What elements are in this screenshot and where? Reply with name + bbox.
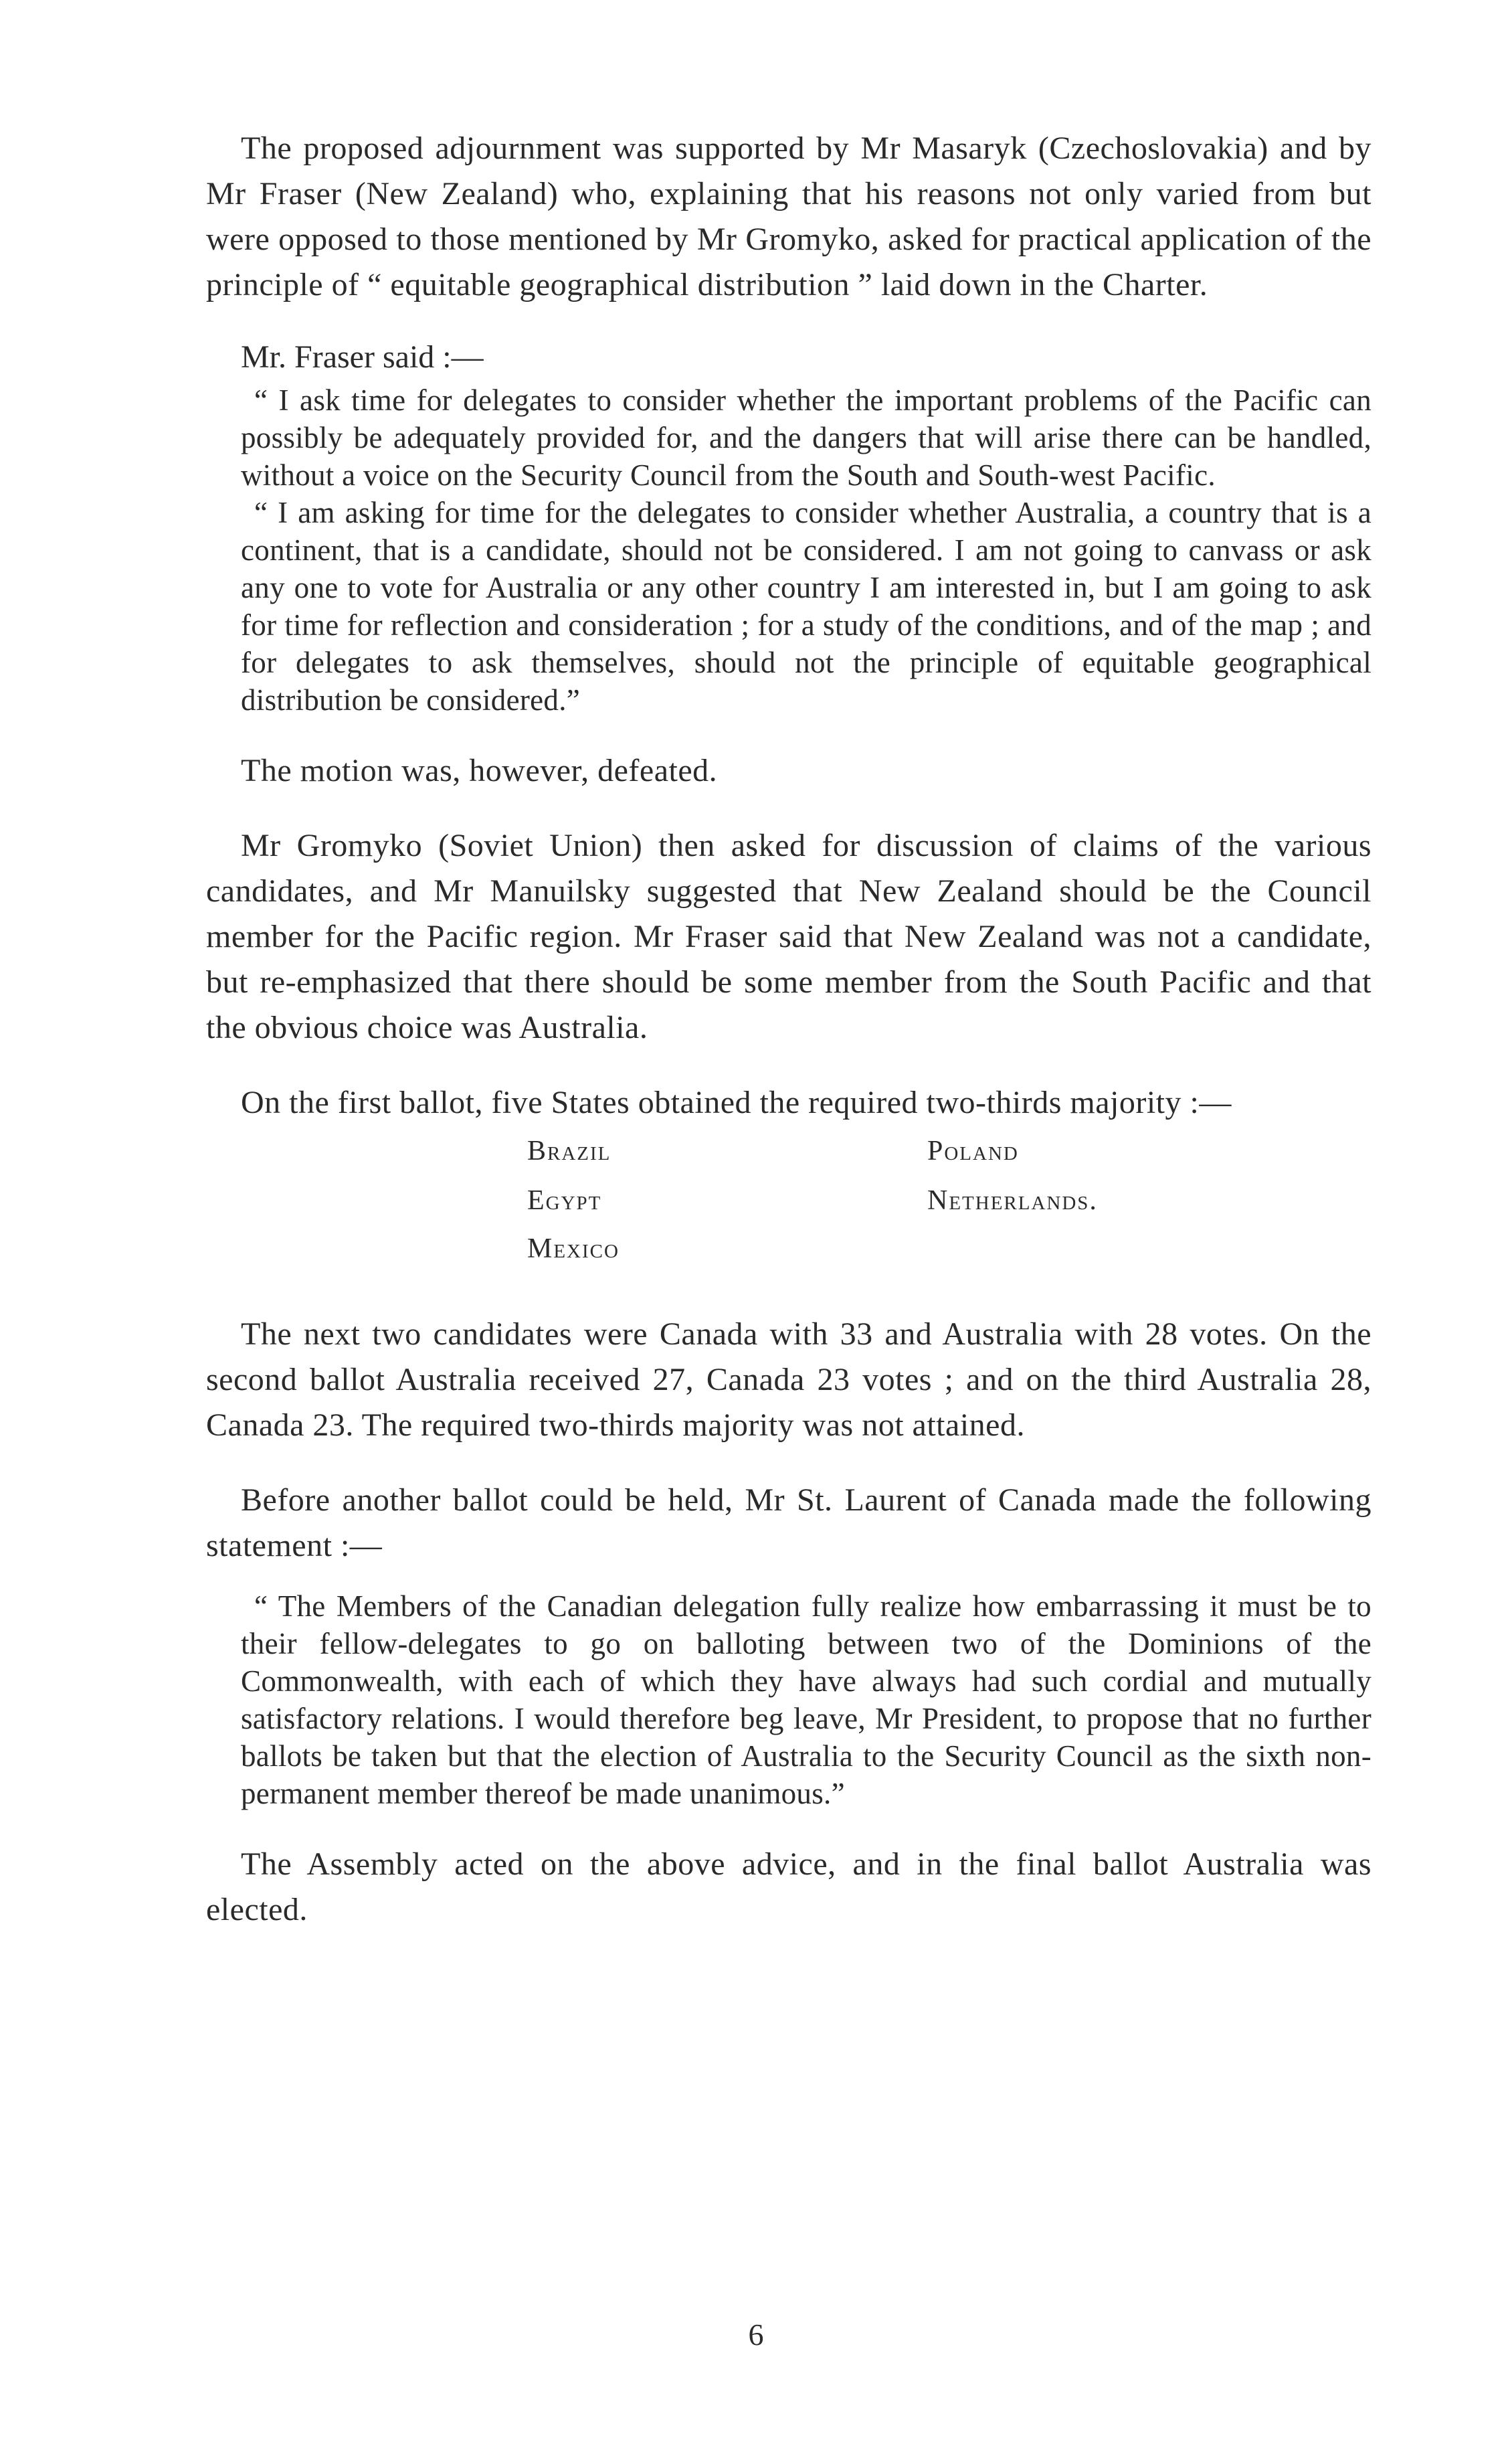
- state-egypt: Egypt: [527, 1185, 602, 1216]
- state-poland: Poland: [927, 1136, 1019, 1166]
- state-brazil: Brazil: [527, 1136, 611, 1166]
- paragraph-adjournment: The proposed adjournment was supported by Mr Masaryk (Czechoslovakia) and by Mr Fraser (New Zealand) who, explaining that his reasons not only varied from but were opposed to those mentioned by Mr Gromyko, asked for practical application of the principle of “ equitable geographical distribution ” laid down in the Charter.: [206, 130, 1372, 302]
- paragraph-vote-results: The next two candidates were Canada with 33 and Australia with 28 votes. On the second ballot Australia received 27, Canada 23 votes ; and on the third Australia 28, Canada 23. The required two-thirds majority was not attained.: [206, 1316, 1372, 1443]
- speaker-fraser: Mr. Fraser said :—: [241, 339, 484, 375]
- paragraph-st-laurent: Before another ballot could be held, Mr St. Laurent of Canada made the following statement :—: [206, 1482, 1372, 1563]
- paragraph-gromyko: Mr Gromyko (Soviet Union) then asked for discussion of claims of the various candidates, and Mr Manuilsky suggested that New Zealand should be the Council member for the Pacific region. Mr Fraser said that New Zealand was not a candidate, but re-emphasized that there should be some member from the South Pacific and that the obvious choice was Australia.: [206, 828, 1372, 1045]
- quote-st-laurent: [206, 1587, 1372, 1812]
- quote-fraser-part-1: “ I ask time for delegates to consider whether the important problems of the Pacific can possibly be adequately provided for, and the dangers that will arise there can be handled, without a voice on the Security Council from the South and South-west Pacific.: [241, 383, 1372, 492]
- quote-fraser: [206, 381, 1372, 719]
- state-mexico: Mexico: [527, 1233, 620, 1264]
- document-page: [206, 126, 1372, 1933]
- paragraph-first-ballot: On the first ballot, five States obtained the required two-thirds majority :—: [241, 1085, 1232, 1120]
- quote-st-laurent-text: “ The Members of the Canadian delegation fully realize how embarrassing it must be to their fellow-delegates to go on balloting between two of the Dominions of the Commonwealth, with each of which they have always had such cordial and mutually satisfactory relations. I would therefore beg leave, Mr President, to propose that no further ballots be taken but that the election of Australia to the Security Council as the sixth non-permanent member thereof be made unanimous.”: [241, 1589, 1372, 1810]
- elected-states-list: [206, 1135, 1372, 1282]
- page-number: 6: [748, 2317, 764, 2352]
- paragraph-motion-defeated: The motion was, however, defeated.: [241, 753, 718, 788]
- state-netherlands: Netherlands.: [927, 1185, 1098, 1216]
- quote-fraser-part-2: “ I am asking for time for the delegates to consider whether Australia, a country that is a continent, that is a candidate, should not be considered. I am not going to canvass or ask any one to vote for Australia or any other country I am interested in, but I am going to ask for time for reflection and consideration ; for a study of the conditions, and of the map ; and for delegates to ask themselves, should not the principle of equitable geographical distribution be considered.”: [241, 496, 1372, 717]
- paragraph-final-ballot: The Assembly acted on the above advice, and in the final ballot Australia was elected.: [206, 1846, 1372, 1927]
